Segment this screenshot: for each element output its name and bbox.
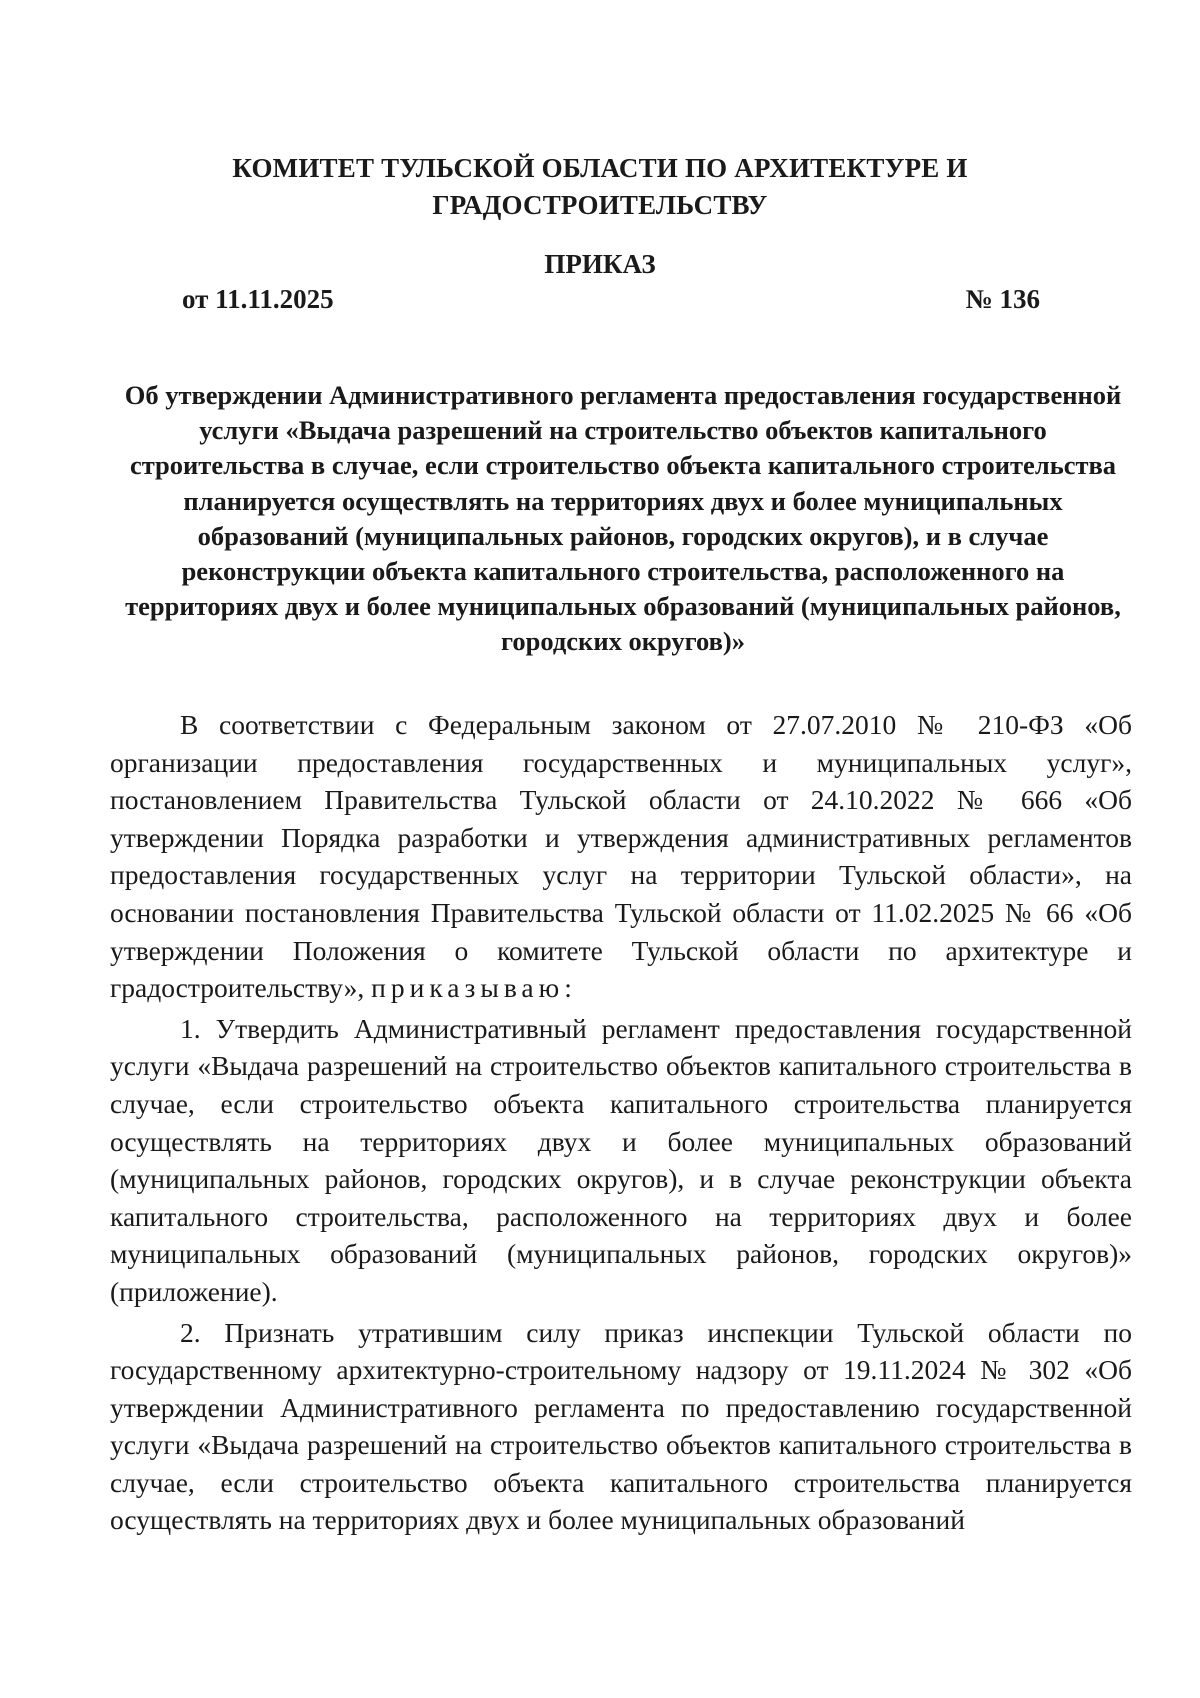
organization-title-line-2: ГРАДОСТРОИТЕЛЬСТВУ	[432, 190, 768, 220]
organization-title-line-1: КОМИТЕТ ТУЛЬСКОЙ ОБЛАСТИ ПО АРХИТЕКТУРЕ И	[232, 153, 968, 183]
preamble-paragraph	[110, 706, 1132, 1007]
document-type: ПРИКАЗ	[544, 249, 656, 279]
order-item-2: 2. Признать утратившим силу приказ инспекции Тульской области по государственному архитектурно-строительному надзору от 19.11.2024 № 302 «Об утверждении Административного регламента по предоставлению государственной услуги «Выдача разрешений на строительство объектов капитального строительства в случае, если строительство объекта капитального строительства планируется осуществлять на территориях двух и более муниципальных образований	[110, 1316, 1132, 1536]
order-subject: Об утверждении Административного регламента предоставления государственной услуги «Выдача разрешений на строительство объектов капитального строительства в случае, если строительство объекта капитального строительства планируется осуществлять на территориях двух и более муниципальных образований (муниципальных районов, городских округов), и в случае реконструкции объекта капитального строительства, расположенного на территориях двух и более муниципальных образований (муниципальных районов, городских округов)»	[124, 380, 1122, 657]
organization-title	[0, 150, 1200, 224]
order-word: приказываю	[371, 972, 565, 1004]
preamble-text: В соответствии с Федеральным законом от 27.07.2010 № 210-ФЗ «Об организации предоставления государственных и муниципальных услуг», постановлением Правительства Тульской области от 24.10.2022 № 666 «Об утверждении Порядка разработки и утверждения административных регламентов предоставления государственных услуг на территории Тульской области», на основании постановления Правительства Тульской области от 11.02.2025 № 66 «Об утверждении Положения о комитете Тульской области по архитектуре и градостроительству»,	[110, 709, 1132, 1004]
order-body	[110, 706, 1132, 1539]
order-word-suffix: :	[564, 972, 572, 1004]
order-date: от 11.11.2025	[182, 284, 334, 314]
order-number: № 136	[965, 284, 1040, 314]
order-item-1: 1. Утвердить Административный регламент предоставления государственной услуги «Выдача разрешений на строительство объектов капитального строительства в случае, если строительство объекта капитального строительства планируется осуществлять на территориях двух и более муниципальных образований (муниципальных районов, городских округов), и в случае реконструкции объекта капитального строительства, расположенного на территориях двух и более муниципальных образований (муниципальных районов, городских округов)» (приложение).	[110, 1012, 1132, 1307]
